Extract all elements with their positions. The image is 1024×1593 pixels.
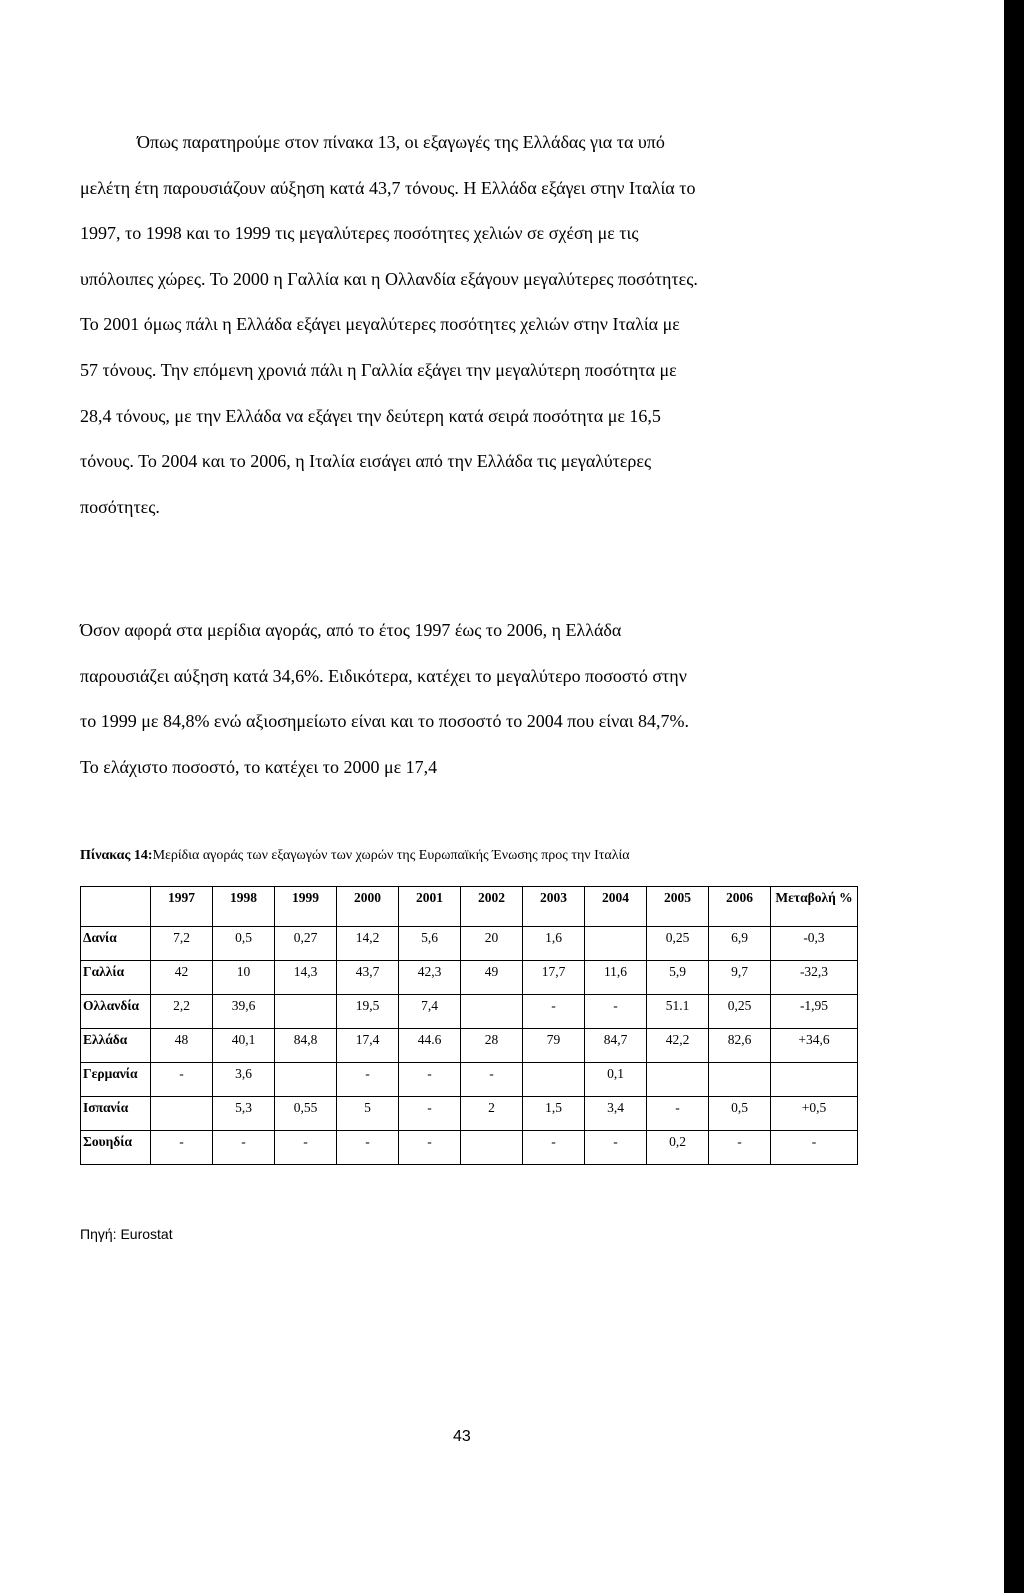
table-cell: 5,9 bbox=[647, 961, 709, 995]
text-line: Το ελάχιστο ποσοστό, το κατέχει το 2000 με 17,4 bbox=[80, 756, 438, 777]
table-cell: 39,6 bbox=[213, 995, 275, 1029]
table-cell: +0,5 bbox=[771, 1097, 858, 1131]
table-cell: 0,2 bbox=[647, 1131, 709, 1165]
text-line: το 1999 με 84,8% ενώ αξιοσημείωτο είναι και το ποσοστό το 2004 που είναι 84,7%. bbox=[80, 711, 690, 732]
row-header-country: Γαλλία bbox=[81, 961, 151, 995]
table-row bbox=[81, 927, 858, 961]
table-cell bbox=[461, 1131, 523, 1165]
row-header-country: Ελλάδα bbox=[81, 1029, 151, 1063]
table-cell: 40,1 bbox=[213, 1029, 275, 1063]
table-cell: 42 bbox=[151, 961, 213, 995]
table-cell: - bbox=[523, 1131, 585, 1165]
table-cell: 0,55 bbox=[275, 1097, 337, 1131]
column-header: 2005 bbox=[647, 887, 709, 927]
caption-label: Πίνακας 14: bbox=[80, 848, 153, 863]
table-row bbox=[81, 1063, 858, 1097]
row-header-country: Σουηδία bbox=[81, 1131, 151, 1165]
table-cell: -32,3 bbox=[771, 961, 858, 995]
table-cell: 0,25 bbox=[709, 995, 771, 1029]
table-cell: 17,7 bbox=[523, 961, 585, 995]
table-cell bbox=[461, 995, 523, 1029]
text-line: 28,4 τόνους, με την Ελλάδα να εξάγει την δεύτερη κατά σειρά ποσότητα με 16,5 bbox=[80, 405, 661, 426]
table-cell: 17,4 bbox=[337, 1029, 399, 1063]
text-line: υπόλοιπες χώρες. Το 2000 η Γαλλία και η Ολλανδία εξάγουν μεγαλύτερες ποσότητες. bbox=[80, 268, 698, 289]
table-cell: 51.1 bbox=[647, 995, 709, 1029]
caption-text: Μερίδια αγοράς των εξαγωγών των χωρών της Ευρωπαϊκής Ένωσης προς την Ιταλία bbox=[152, 848, 630, 863]
page-number: 43 bbox=[453, 1428, 471, 1445]
table-cell: 0,27 bbox=[275, 927, 337, 961]
table-cell: 28 bbox=[461, 1029, 523, 1063]
column-header: 2000 bbox=[337, 887, 399, 927]
text-line: Όπως παρατηρούμε στον πίνακα 13, οι εξαγωγές της Ελλάδας για τα υπό bbox=[137, 132, 665, 152]
table-cell: 3,6 bbox=[213, 1063, 275, 1097]
table-cell: - bbox=[647, 1097, 709, 1131]
corner-cell bbox=[81, 887, 151, 927]
table-cell: 1,5 bbox=[523, 1097, 585, 1131]
table-row bbox=[81, 1131, 858, 1165]
row-header-country: Γερμανία bbox=[81, 1063, 151, 1097]
table-cell: - bbox=[771, 1131, 858, 1165]
table-cell: 10 bbox=[213, 961, 275, 995]
table-cell: - bbox=[585, 1131, 647, 1165]
table-cell: 0,5 bbox=[213, 927, 275, 961]
column-header: 2004 bbox=[585, 887, 647, 927]
column-header: 1998 bbox=[213, 887, 275, 927]
table-cell bbox=[771, 1063, 858, 1097]
source-note: Πηγή: Eurostat bbox=[80, 1226, 173, 1242]
text-line: 57 τόνους. Την επόμενη χρονιά πάλι η Γαλλία εξάγει την μεγαλύτερη ποσότητα με bbox=[80, 359, 677, 380]
column-header: 1997 bbox=[151, 887, 213, 927]
column-header: Μεταβολή % bbox=[771, 887, 858, 927]
table-caption bbox=[80, 848, 860, 864]
table-cell: 84,7 bbox=[585, 1029, 647, 1063]
table-cell: - bbox=[585, 995, 647, 1029]
text-line: 1997, το 1998 και το 1999 τις μεγαλύτερες ποσότητες χελιών σε σχέση με τις bbox=[80, 223, 639, 244]
table-cell bbox=[151, 1097, 213, 1131]
table-cell: - bbox=[399, 1131, 461, 1165]
table-cell bbox=[647, 1063, 709, 1097]
market-share-table bbox=[80, 886, 858, 1165]
table-cell: 43,7 bbox=[337, 961, 399, 995]
text-line: ποσότητες. bbox=[80, 496, 160, 517]
row-header-country: Ολλανδία bbox=[81, 995, 151, 1029]
table-cell bbox=[709, 1063, 771, 1097]
table-cell: - bbox=[337, 1063, 399, 1097]
table-cell: 0,1 bbox=[585, 1063, 647, 1097]
table-cell: 1,6 bbox=[523, 927, 585, 961]
column-header: 2001 bbox=[399, 887, 461, 927]
text-line: Όσον αφορά στα μερίδια αγοράς, από το έτος 1997 έως το 2006, η Ελλάδα bbox=[80, 620, 622, 640]
table-cell: - bbox=[213, 1131, 275, 1165]
paragraph-exports bbox=[80, 120, 854, 530]
table-cell bbox=[275, 1063, 337, 1097]
table-cell: 82,6 bbox=[709, 1029, 771, 1063]
table-cell: 19,5 bbox=[337, 995, 399, 1029]
table-cell: 6,9 bbox=[709, 927, 771, 961]
table-cell: 42,2 bbox=[647, 1029, 709, 1063]
column-header: 2002 bbox=[461, 887, 523, 927]
table-cell: - bbox=[461, 1063, 523, 1097]
table-cell: 0,5 bbox=[709, 1097, 771, 1131]
table-cell: 5 bbox=[337, 1097, 399, 1131]
table-cell: - bbox=[151, 1063, 213, 1097]
table-cell: -0,3 bbox=[771, 927, 858, 961]
table-row bbox=[81, 1097, 858, 1131]
table-row bbox=[81, 995, 858, 1029]
table-cell: 3,4 bbox=[585, 1097, 647, 1131]
table-cell: 20 bbox=[461, 927, 523, 961]
table-row bbox=[81, 1029, 858, 1063]
row-header-country: Δανία bbox=[81, 927, 151, 961]
table-cell: 48 bbox=[151, 1029, 213, 1063]
table-cell: +34,6 bbox=[771, 1029, 858, 1063]
table-cell: - bbox=[151, 1131, 213, 1165]
table-cell bbox=[523, 1063, 585, 1097]
table-cell: - bbox=[709, 1131, 771, 1165]
table-cell: 5,3 bbox=[213, 1097, 275, 1131]
table-cell: 2 bbox=[461, 1097, 523, 1131]
table-cell: 0,25 bbox=[647, 927, 709, 961]
table-cell: 14,3 bbox=[275, 961, 337, 995]
text-line: τόνους. Το 2004 και το 2006, η Ιταλία εισάγει από την Ελλάδα τις μεγαλύτερες bbox=[80, 451, 652, 472]
row-header-country: Ισπανία bbox=[81, 1097, 151, 1131]
column-header: 2003 bbox=[523, 887, 585, 927]
footer-line bbox=[6, 1588, 76, 1590]
column-header: 2006 bbox=[709, 887, 771, 927]
text-line: Το 2001 όμως πάλι η Ελλάδα εξάγει μεγαλύτερες ποσότητες χελιών στην Ιταλία με bbox=[80, 314, 680, 335]
table-cell: 2,2 bbox=[151, 995, 213, 1029]
text-line: μελέτη έτη παρουσιάζουν αύξηση κατά 43,7 τόνους. Η Ελλάδα εξάγει στην Ιταλία το bbox=[80, 177, 696, 198]
table-cell: - bbox=[337, 1131, 399, 1165]
table-cell: - bbox=[523, 995, 585, 1029]
table-cell: - bbox=[399, 1097, 461, 1131]
column-header: 1999 bbox=[275, 887, 337, 927]
table-cell: 11,6 bbox=[585, 961, 647, 995]
table-row bbox=[81, 961, 858, 995]
table-cell bbox=[585, 927, 647, 961]
table-cell: 49 bbox=[461, 961, 523, 995]
table-cell: -1,95 bbox=[771, 995, 858, 1029]
table-cell: 7,2 bbox=[151, 927, 213, 961]
table-cell: 5,6 bbox=[399, 927, 461, 961]
table-cell: - bbox=[399, 1063, 461, 1097]
table-cell: 79 bbox=[523, 1029, 585, 1063]
table-cell: 14,2 bbox=[337, 927, 399, 961]
table-cell: 7,4 bbox=[399, 995, 461, 1029]
table-cell: 42,3 bbox=[399, 961, 461, 995]
table-cell bbox=[275, 995, 337, 1029]
table-header-row bbox=[81, 887, 858, 927]
paragraph-market-shares bbox=[80, 608, 854, 790]
table-cell: 9,7 bbox=[709, 961, 771, 995]
table-cell: 44.6 bbox=[399, 1029, 461, 1063]
text-line: παρουσιάζει αύξηση κατά 34,6%. Ειδικότερα, κατέχει το μεγαλύτερο ποσοστό στην bbox=[80, 665, 687, 686]
table-cell: - bbox=[275, 1131, 337, 1165]
table-cell: 84,8 bbox=[275, 1029, 337, 1063]
